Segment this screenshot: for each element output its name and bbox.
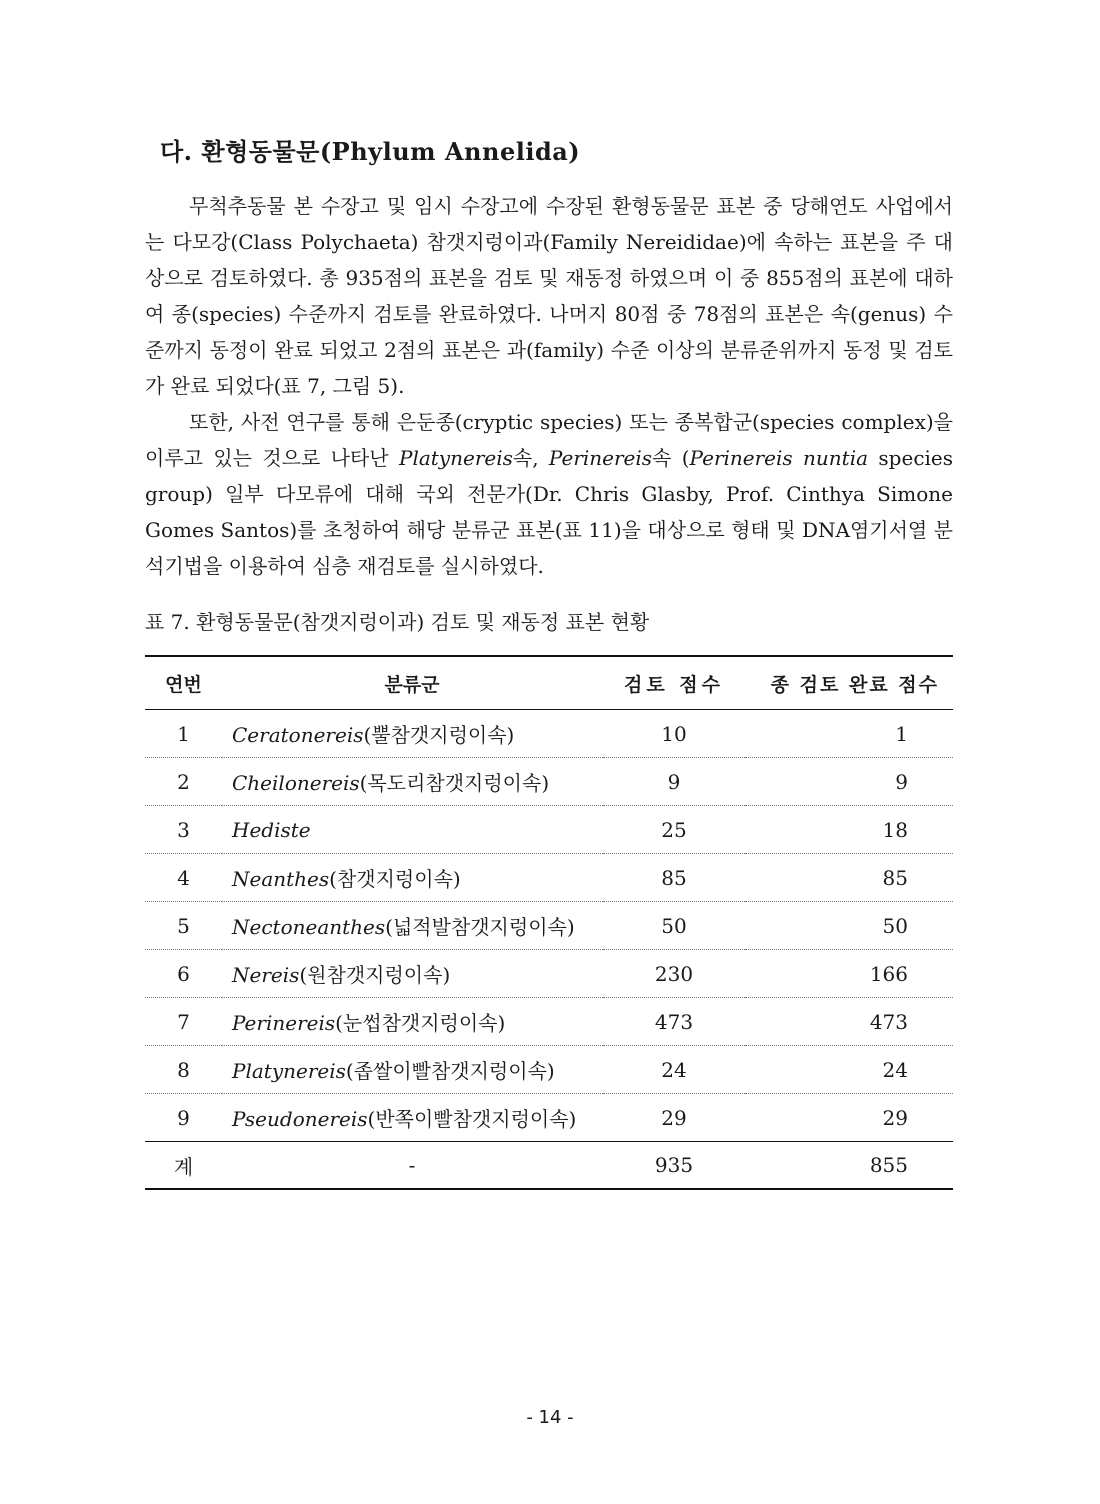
row-reviewed: 25 [603,806,745,854]
total-species-done: 855 [745,1142,953,1190]
row-reviewed: 85 [603,854,745,902]
paragraph-1: 무척추동물 본 수장고 및 임시 수장고에 수장된 환형동물문 표본 중 당해연도 사업에서는 다모강(Class Polychaeta) 참갯지렁이과(Family Nereididae)에 속하는 표본을 주 대상으로 검토하였다. 총 935점의 표본을 검토 및 재동정 하였으며 이 중 855점의 표본에 대하여 종(species) 수준까지 검토를 완료하였다. 나머지 80점 중 78점의 표본은 속(genus) 수준까지 동정이 완료 되었고 2점의 표본은 과(family) 수준 이상의 분류준위까지 동정 및 검토가 완료 되었다(표 7, 그림 5). [145,194,953,398]
row-species-done: 9 [745,758,953,806]
table-row [145,854,953,902]
genus-name: Perinereis [232,1011,336,1035]
row-species-done: 50 [745,902,953,950]
row-species-done: 18 [745,806,953,854]
table-row [145,710,953,758]
row-no: 6 [145,950,222,998]
row-reviewed: 230 [603,950,745,998]
header-reviewed: 검토 점수 [603,656,745,710]
row-taxon [222,854,603,902]
korean-name: (원참갯지렁이속) [299,963,451,987]
paragraph-2-text: 또한, 사전 연구를 통해 은둔종(cryptic species) 또는 종복합군(species complex)을 이루고 있는 것으로 나타난 [145,410,953,470]
header-species-done: 종 검토 완료 점수 [745,656,953,710]
row-taxon [222,950,603,998]
row-taxon [222,1094,603,1142]
paragraph-2-text: 속 ( [652,446,690,470]
row-reviewed: 50 [603,902,745,950]
table-row [145,1046,953,1094]
genus-name: Platynereis [398,446,513,470]
species-name: Perinereis nuntia [689,446,869,470]
korean-name: (목도리참갯지렁이속) [359,771,550,795]
row-taxon [222,902,603,950]
genus-name: Neanthes [232,867,330,891]
row-species-done: 473 [745,998,953,1046]
row-no: 5 [145,902,222,950]
section-heading: 다. 환형동물문(Phylum Annelida) [160,137,581,166]
row-species-done: 24 [745,1046,953,1094]
row-no: 7 [145,998,222,1046]
table-row [145,758,953,806]
header-no: 연번 [145,656,222,710]
header-taxon: 분류군 [222,656,603,710]
row-species-done: 29 [882,1105,908,1130]
table-row [145,806,953,854]
korean-name: (반쪽이빨참갯지렁이속) [367,1107,577,1131]
row-reviewed: 9 [603,758,745,806]
genus-name: Platynereis [232,1059,346,1083]
page-number: - 14 - [526,1407,574,1428]
genus-name: Pseudonereis [232,1107,368,1131]
row-taxon [222,758,603,806]
korean-name: (눈썹참갯지렁이속) [335,1011,506,1035]
total-taxon: - [222,1142,603,1190]
korean-name: (뿔참갯지렁이속) [363,723,515,747]
row-taxon [222,710,603,758]
table-row [145,1094,953,1142]
table-total-row [145,1142,953,1190]
row-no: 9 [177,1105,190,1130]
paragraph-2-text: species group) 일부 다모류에 대해 국외 전문가(Dr. Chris Glasby, Prof. Cinthya Simone Gomes Santos)를 초청하여 해당 분류군 표본(표 11)을 대상으로 형태 및 DNA염기서열 분석기법을 이용하여 심층 재검토를 실시하였다. [145,446,954,578]
paragraph-2 [145,404,953,584]
korean-name: (참갯지렁이속) [329,867,461,891]
table-header-row [145,656,953,710]
genus-name: Hediste [232,817,311,842]
table-caption: 표 7. 환형동물문(참갯지렁이과) 검토 및 재동정 표본 현황 [145,610,650,634]
table-row [145,998,953,1046]
row-no: 8 [145,1046,222,1094]
table-row [145,950,953,998]
row-species-done: 1 [745,710,953,758]
row-taxon [222,806,603,854]
row-reviewed: 24 [603,1046,745,1094]
row-reviewed: 10 [603,710,745,758]
body-text [145,188,953,584]
korean-name: (넓적발참갯지렁이속) [385,915,575,939]
genus-name: Nereis [232,963,300,987]
genus-name: Ceratonereis [232,723,364,747]
row-reviewed: 29 [661,1105,687,1130]
genus-name: Nectoneanthes [232,915,386,939]
genus-name: Cheilonereis [232,771,360,795]
genus-name: Perinereis [548,446,653,470]
table-row [145,902,953,950]
row-no: 3 [145,806,222,854]
row-reviewed: 473 [603,998,745,1046]
paragraph-2-text: 속, [512,446,549,470]
total-label: 계 [145,1142,222,1190]
row-no: 2 [145,758,222,806]
row-taxon [222,998,603,1046]
total-reviewed: 935 [603,1142,745,1190]
row-species-done: 166 [745,950,953,998]
row-species-done: 85 [745,854,953,902]
korean-name: (좁쌀이빨참갯지렁이속) [345,1059,555,1083]
row-taxon [222,1046,603,1094]
row-no: 4 [145,854,222,902]
specimen-table [145,655,953,1190]
row-no: 1 [145,710,222,758]
